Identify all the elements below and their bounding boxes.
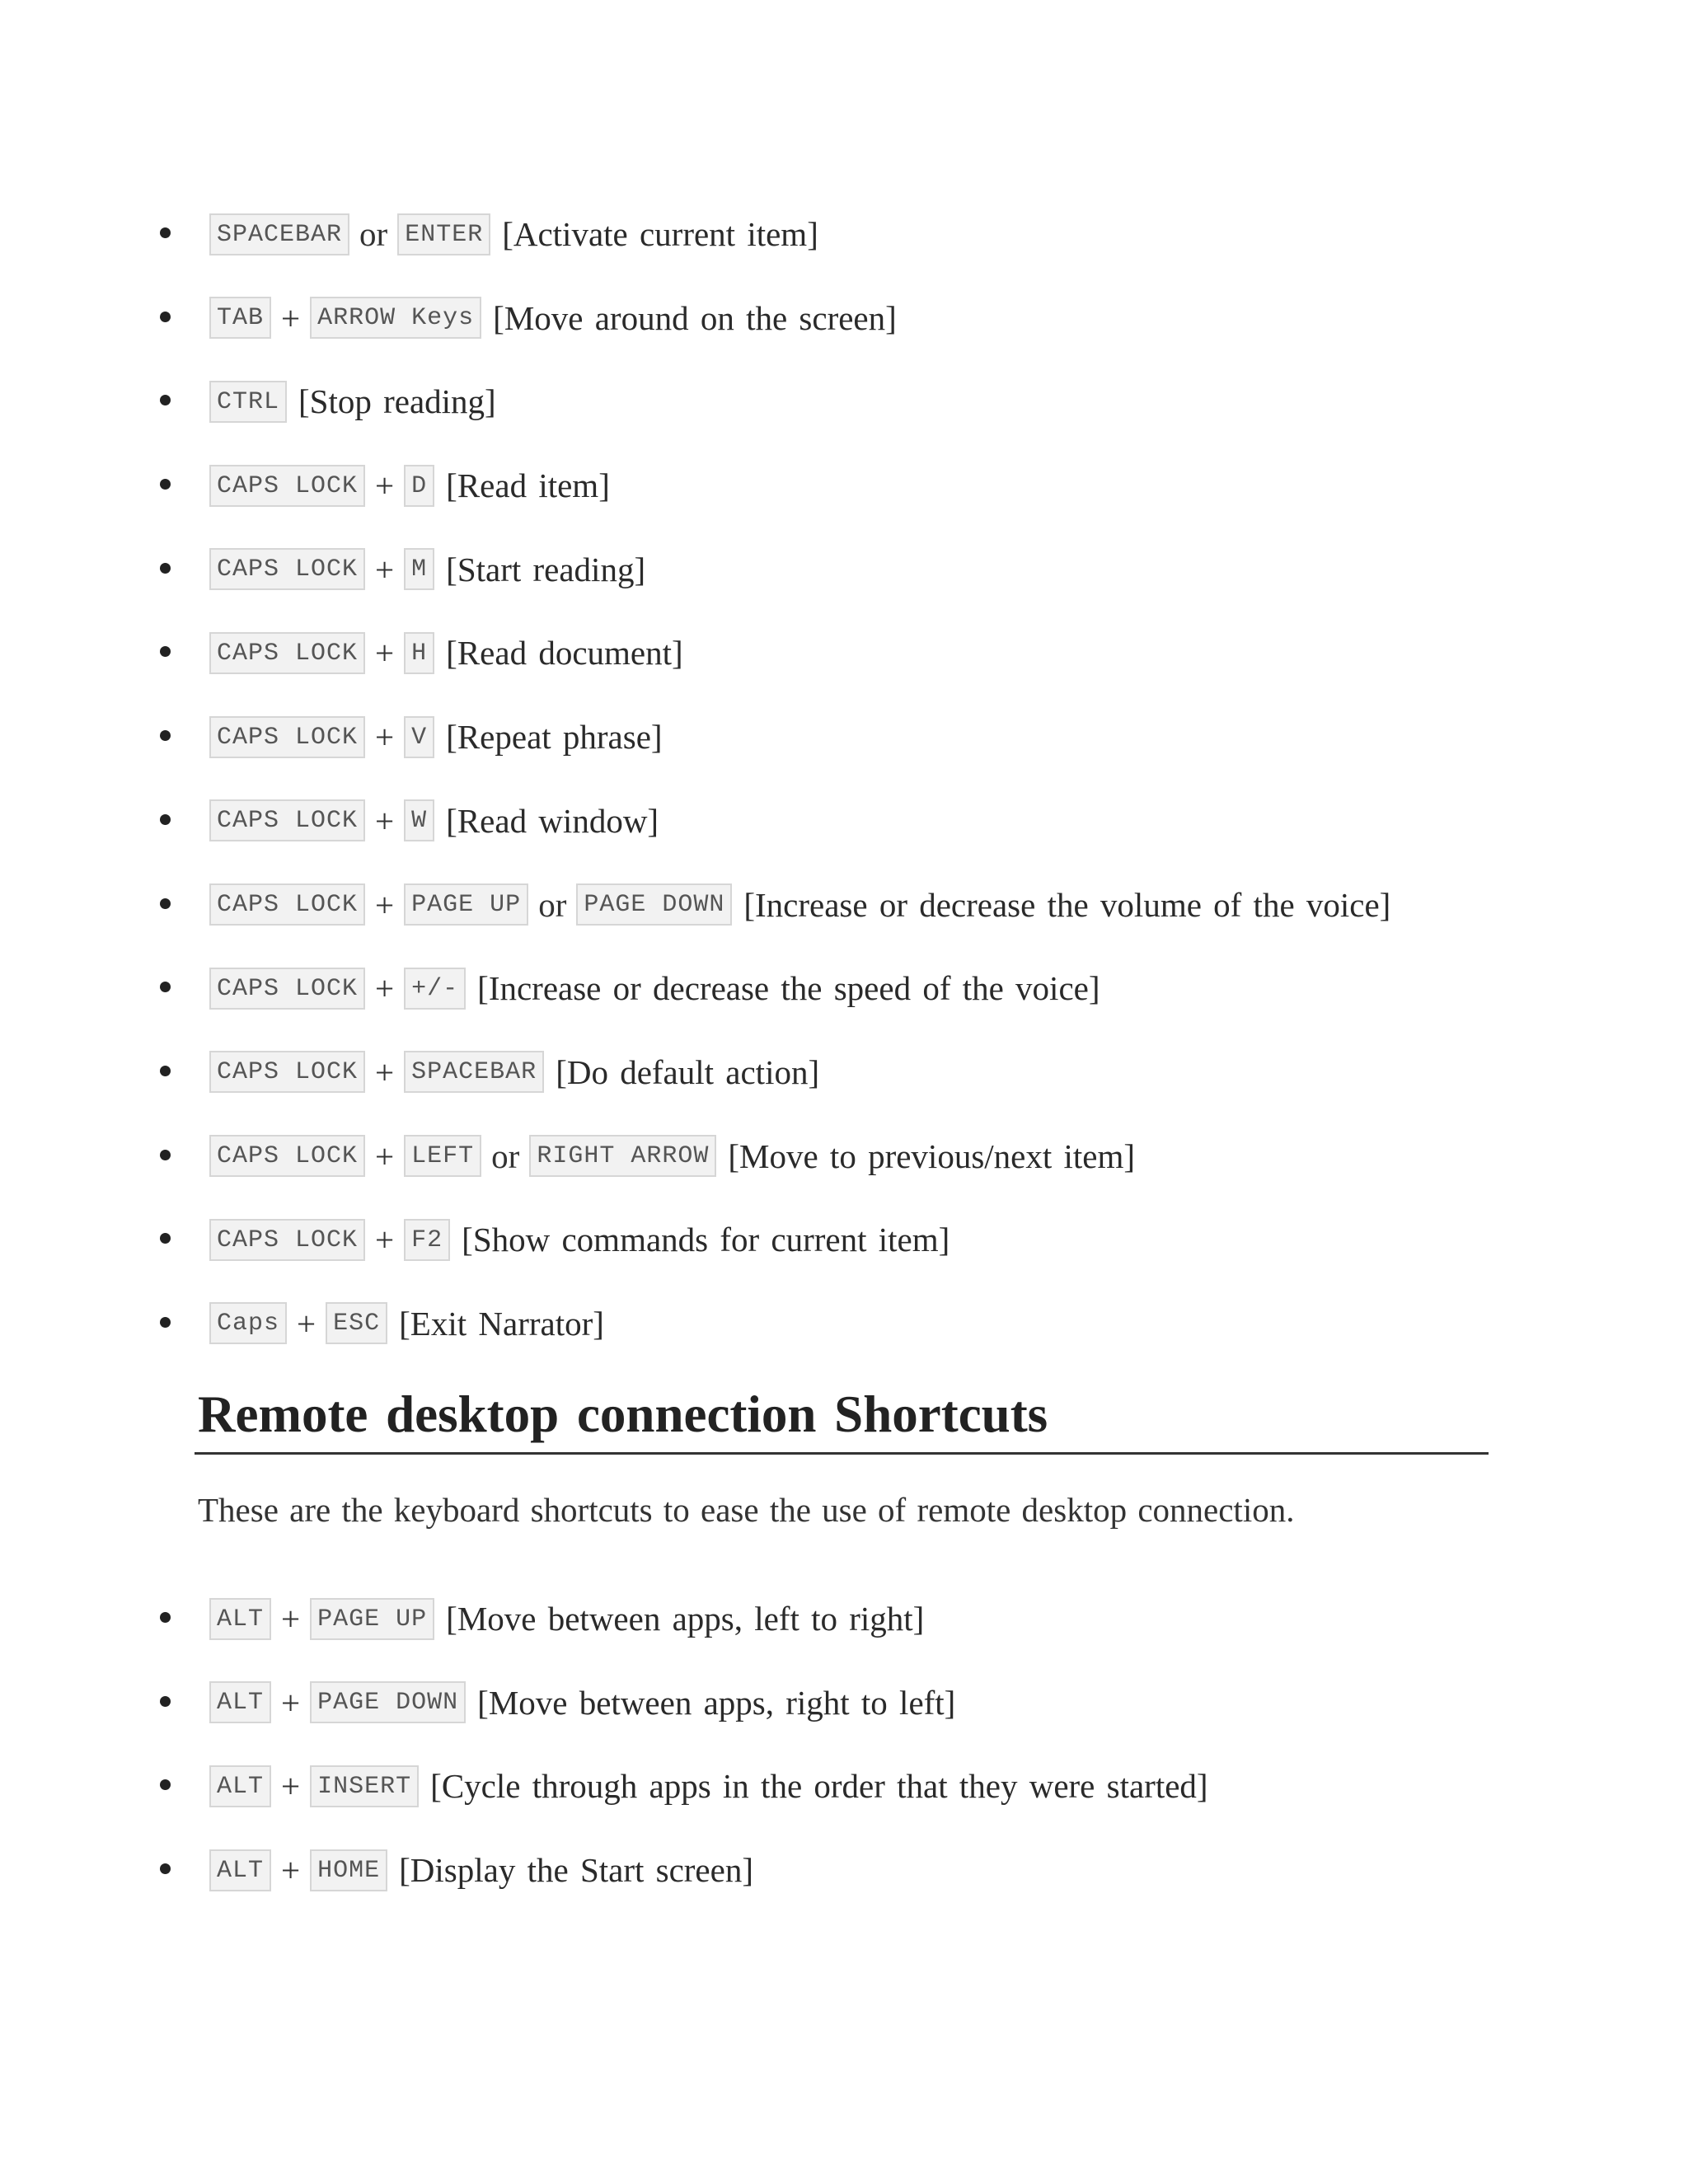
key-joiner: + — [375, 1221, 395, 1259]
key-v: V — [404, 716, 434, 758]
shortcut-line — [209, 462, 610, 509]
list-item — [0, 1301, 1688, 1385]
key-joiner: + — [375, 969, 395, 1008]
shortcut-line — [209, 1763, 1208, 1809]
shortcut-line — [209, 1133, 1135, 1179]
shortcut-description: [Activate current item] — [502, 215, 818, 253]
shortcut-description: [Increase or decrease the speed of the voice] — [477, 969, 1100, 1008]
key-joiner: + — [375, 466, 395, 505]
shortcut-line — [209, 1216, 950, 1263]
shortcut-description: [Move between apps, left to right] — [446, 1600, 925, 1638]
key-caps-lock: CAPS LOCK — [209, 1135, 365, 1177]
key-joiner: + — [281, 298, 301, 337]
heading-underline — [195, 1452, 1489, 1455]
shortcut-line — [209, 1596, 924, 1642]
shortcut-line — [209, 378, 496, 424]
bullet-icon — [160, 1150, 171, 1160]
key-caps-lock: CAPS LOCK — [209, 883, 365, 926]
key-joiner: + — [375, 1052, 395, 1091]
shortcut-line — [209, 965, 1100, 1011]
list-item — [0, 1596, 1688, 1680]
list-item — [0, 965, 1688, 1049]
bullet-icon — [160, 395, 171, 405]
key-h: H — [404, 632, 434, 674]
key-joiner: + — [375, 801, 395, 840]
key-joiner: + — [375, 634, 395, 673]
key-joiner: + — [281, 1851, 301, 1890]
list-item — [0, 462, 1688, 546]
shortcut-line — [209, 546, 645, 593]
list-item — [0, 546, 1688, 630]
key-caps-lock: CAPS LOCK — [209, 548, 365, 590]
remote-shortcut-list — [0, 1596, 1688, 1931]
list-item — [0, 1216, 1688, 1301]
bullet-icon — [160, 1317, 171, 1328]
bullet-icon — [160, 1612, 171, 1623]
key-page-down: PAGE DOWN — [310, 1681, 466, 1723]
shortcut-line — [209, 1847, 753, 1893]
shortcut-description: [Stop reading] — [298, 382, 496, 421]
shortcut-description: [Read window] — [446, 801, 659, 840]
bullet-icon — [160, 1066, 171, 1076]
shortcut-line — [209, 295, 897, 341]
key-joiner: or — [538, 885, 567, 924]
key-caps-lock: CAPS LOCK — [209, 1219, 365, 1261]
key-insert: INSERT — [310, 1765, 419, 1807]
key-home: HOME — [310, 1849, 387, 1891]
bullet-icon — [160, 898, 171, 909]
key-caps-lock: CAPS LOCK — [209, 799, 365, 841]
key-spacebar: SPACEBAR — [404, 1051, 544, 1093]
key-spacebar: SPACEBAR — [209, 213, 349, 255]
bullet-icon — [160, 1863, 171, 1874]
key-w: W — [404, 799, 434, 841]
bullet-icon — [160, 982, 171, 992]
shortcut-description: [Increase or decrease the volume of the voice] — [743, 885, 1391, 924]
list-item — [0, 1133, 1688, 1217]
bullet-icon — [160, 312, 171, 322]
section-heading: Remote desktop connection Shortcuts — [198, 1385, 1048, 1443]
list-item — [0, 714, 1688, 798]
bullet-icon — [160, 646, 171, 657]
list-item — [0, 295, 1688, 379]
shortcut-description: [Move between apps, right to left] — [477, 1683, 956, 1722]
shortcut-description: [Start reading] — [446, 550, 646, 588]
list-item — [0, 798, 1688, 882]
key-right-arrow: RIGHT ARROW — [529, 1135, 716, 1177]
key-caps-lock: CAPS LOCK — [209, 1051, 365, 1093]
narrator-shortcut-list — [0, 211, 1688, 1385]
key-alt: ALT — [209, 1598, 271, 1640]
list-item — [0, 882, 1688, 966]
shortcut-description: [Do default action] — [556, 1052, 820, 1091]
list-item — [0, 1847, 1688, 1931]
key-joiner: + — [375, 885, 395, 924]
key-alt: ALT — [209, 1765, 271, 1807]
list-item — [0, 378, 1688, 462]
key-d: D — [404, 465, 434, 507]
shortcut-line — [209, 1049, 819, 1095]
key-left: LEFT — [404, 1135, 481, 1177]
bullet-icon — [160, 730, 171, 741]
list-item — [0, 1763, 1688, 1847]
shortcut-description: [Read item] — [446, 466, 610, 505]
key-esc: ESC — [326, 1302, 387, 1344]
bullet-icon — [160, 814, 171, 825]
shortcut-description: [Show commands for current item] — [462, 1221, 950, 1259]
shortcut-line — [209, 211, 818, 257]
key-caps: Caps — [209, 1302, 287, 1344]
key-ctrl: CTRL — [209, 381, 287, 423]
list-item — [0, 1680, 1688, 1764]
shortcut-line — [209, 882, 1390, 928]
shortcut-description: [Move to previous/next item] — [728, 1137, 1136, 1175]
key-joiner: + — [281, 1767, 301, 1806]
key-caps-lock: CAPS LOCK — [209, 968, 365, 1010]
key-joiner: + — [281, 1600, 301, 1638]
bullet-icon — [160, 1696, 171, 1707]
key-arrow-keys: ARROW Keys — [310, 297, 481, 339]
bullet-icon — [160, 1779, 171, 1790]
key-joiner: + — [375, 718, 395, 757]
key-joiner: or — [491, 1137, 520, 1175]
list-item — [0, 1049, 1688, 1133]
key-m: M — [404, 548, 434, 590]
key-enter: ENTER — [397, 213, 490, 255]
key-tab: TAB — [209, 297, 271, 339]
shortcut-line — [209, 1301, 604, 1347]
shortcut-description: [Move around on the screen] — [493, 298, 897, 337]
bullet-icon — [160, 479, 171, 490]
shortcut-description: [Read document] — [446, 634, 683, 673]
key-joiner: + — [297, 1304, 316, 1343]
key-f2: F2 — [404, 1219, 450, 1261]
key-caps-lock: CAPS LOCK — [209, 632, 365, 674]
shortcut-description: [Display the Start screen] — [399, 1851, 753, 1890]
key-joiner: + — [281, 1683, 301, 1722]
list-item — [0, 211, 1688, 295]
bullet-icon — [160, 563, 171, 574]
key-joiner: + — [375, 550, 395, 588]
key-joiner: + — [375, 1137, 395, 1175]
key-alt: ALT — [209, 1849, 271, 1891]
shortcut-description: [Repeat phrase] — [446, 718, 663, 757]
key-page-up: PAGE UP — [310, 1598, 434, 1640]
shortcut-line — [209, 714, 663, 760]
bullet-icon — [160, 227, 171, 238]
shortcut-line — [209, 630, 683, 676]
section-intro: These are the keyboard shortcuts to ease the use of remote desktop connection. — [198, 1491, 1295, 1529]
key-page-down: PAGE DOWN — [576, 883, 732, 926]
shortcut-line — [209, 1680, 955, 1726]
list-item — [0, 630, 1688, 714]
shortcut-line — [209, 798, 659, 844]
key-joiner: or — [359, 215, 388, 253]
shortcut-description: [Exit Narrator] — [399, 1304, 604, 1343]
key-page-up: PAGE UP — [404, 883, 528, 926]
key-caps-lock: CAPS LOCK — [209, 465, 365, 507]
key-caps-lock: CAPS LOCK — [209, 716, 365, 758]
bullet-icon — [160, 1233, 171, 1244]
key-alt: ALT — [209, 1681, 271, 1723]
shortcut-description: [Cycle through apps in the order that they were started] — [430, 1767, 1208, 1806]
key-key: +/- — [404, 968, 466, 1010]
